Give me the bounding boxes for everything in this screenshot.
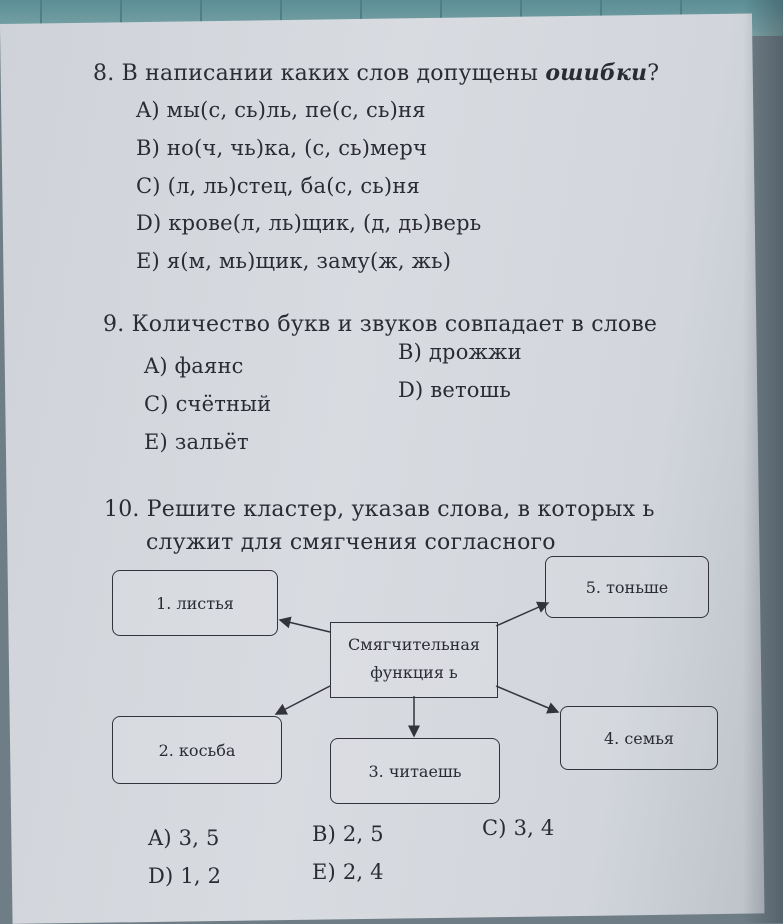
arrow-to-box-1 <box>280 620 330 632</box>
cluster-box-3: 3. читаешь <box>330 738 500 804</box>
q10-option-b: B) 2, 5 <box>312 822 384 846</box>
q10-option-c: C) 3, 4 <box>482 816 555 840</box>
q8-option-a: A) мы(с, сь)ль, пе(с, сь)ня <box>136 98 426 122</box>
q9-option-b: B) дрожжи <box>398 340 522 364</box>
q10-title-line2: служит для смягчения согласного <box>146 530 556 555</box>
arrow-to-box-4 <box>496 686 558 712</box>
arrow-to-box-5 <box>496 603 548 626</box>
cluster-box-5: 5. тоньше <box>545 556 709 618</box>
cluster-center-box <box>330 622 498 698</box>
q8-title-end: ? <box>647 61 660 86</box>
q9-option-c: C) счётный <box>144 392 272 416</box>
q10-option-e: E) 2, 4 <box>312 860 384 884</box>
center-line1: Смягчительная <box>348 635 480 654</box>
q10-option-a: A) 3, 5 <box>148 826 220 850</box>
q8-option-d: D) крове(л, ль)щик, (д, дь)верь <box>136 211 482 235</box>
q9-option-a: A) фаянс <box>144 354 244 378</box>
q8-option-c: C) (л, ль)стец, ба(с, сь)ня <box>136 174 420 198</box>
q10-title-line1: 10. Решите кластер, указав слова, в которых ь <box>104 497 655 522</box>
q9-title: 9. Количество букв и звуков совпадает в слове <box>103 312 658 337</box>
cluster-box-4: 4. семья <box>560 706 718 770</box>
arrow-to-box-2 <box>276 686 330 714</box>
q10-option-d: D) 1, 2 <box>148 864 222 888</box>
q8-title-text: 8. В написании каких слов допущены <box>93 61 546 86</box>
center-line2: функция ь <box>370 663 458 682</box>
q8-option-e: E) я(м, мь)щик, заму(ж, жь) <box>136 249 452 273</box>
q9-option-d: D) ветошь <box>398 378 511 402</box>
q8-option-b: B) но(ч, чь)ка, (с, сь)мерч <box>136 136 428 160</box>
q9-option-e: E) зальёт <box>144 430 249 454</box>
cluster-box-1: 1. листья <box>112 570 278 636</box>
q8-title-emphasis: ошибки <box>545 60 648 86</box>
cluster-box-2: 2. косьба <box>112 716 282 784</box>
